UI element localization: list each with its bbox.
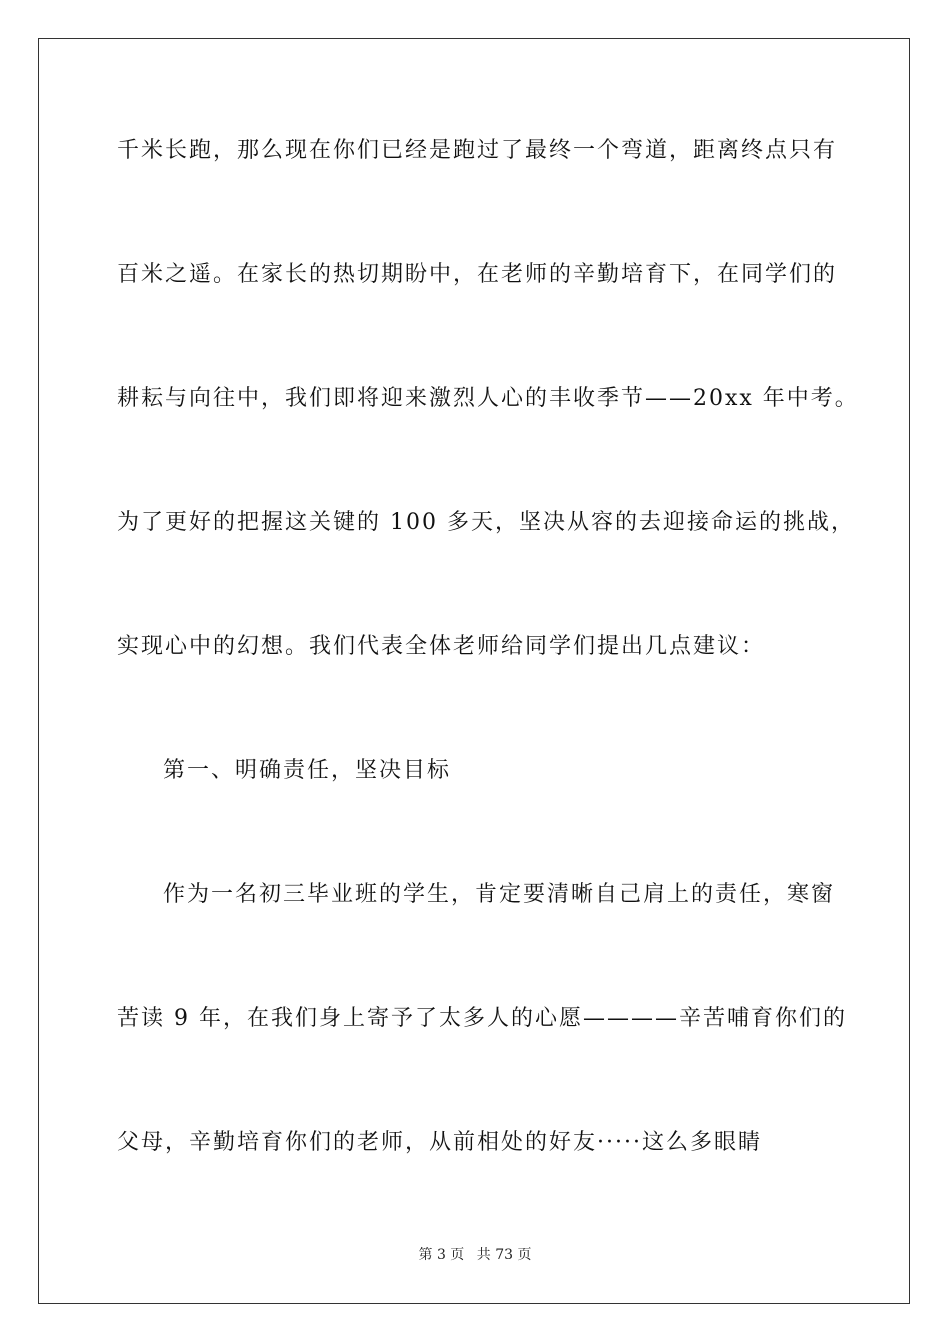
body-text-line: 千米长跑，那么现在你们已经是跑过了最终一个弯道，距离终点只有 xyxy=(117,138,838,163)
body-text-line: 苦读 9 年，在我们身上寄予了太多人的心愿————辛苦哺育你们的 xyxy=(117,1006,847,1031)
body-text-line: 耕耘与向往中，我们即将迎来激烈人心的丰收季节——20xx 年中考。 xyxy=(117,386,859,411)
page-border xyxy=(38,38,910,1304)
page-number: 第 3 页 xyxy=(418,1247,465,1263)
page-footer xyxy=(0,1246,950,1264)
body-text-line: 为了更好的把握这关键的 100 多天，坚决从容的去迎接命运的挑战， xyxy=(117,510,855,535)
section-heading: 第一、明确责任，坚决目标 xyxy=(163,758,452,783)
body-text-line: 父母，辛勤培育你们的老师，从前相处的好友·····这么多眼睛 xyxy=(117,1130,762,1155)
page-total: 共 73 页 xyxy=(476,1247,532,1263)
body-text-line: 百米之遥。在家长的热切期盼中，在老师的辛勤培育下，在同学们的 xyxy=(117,262,838,287)
body-text-line: 作为一名初三毕业班的学生，肯定要清晰自己肩上的责任，寒窗 xyxy=(163,882,836,907)
body-text-line: 实现心中的幻想。我们代表全体老师给同学们提出几点建议： xyxy=(117,634,766,659)
